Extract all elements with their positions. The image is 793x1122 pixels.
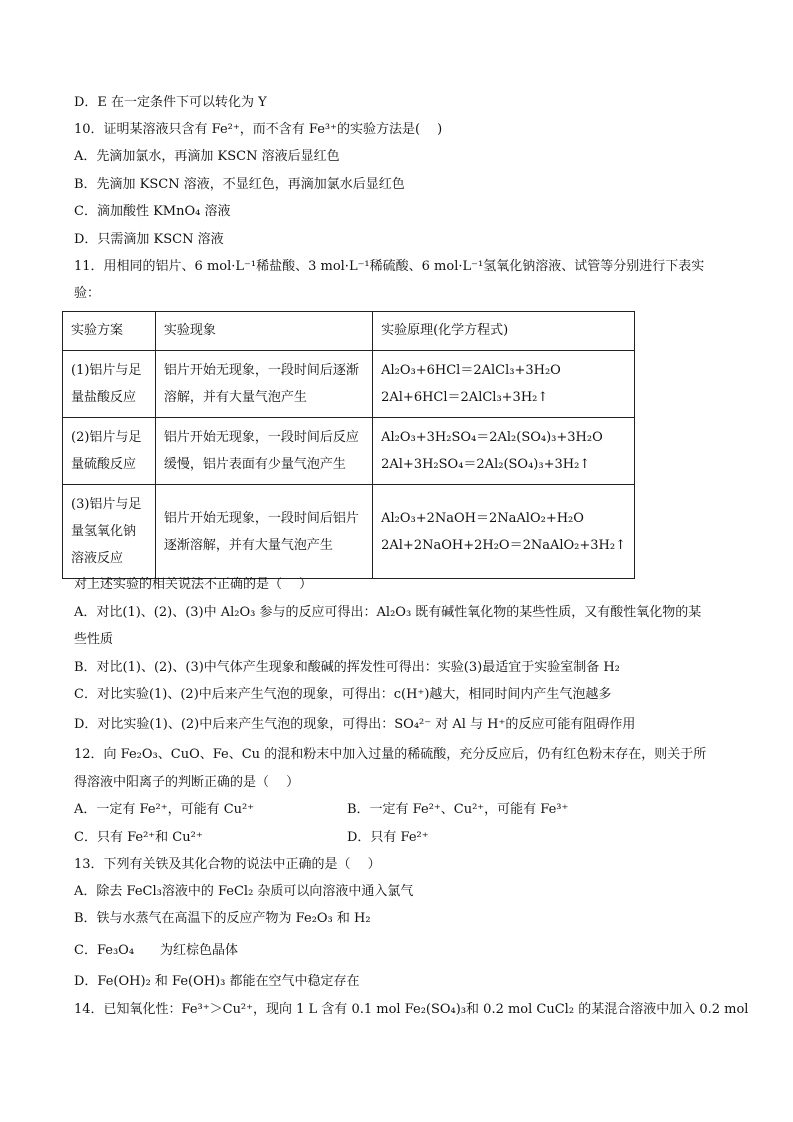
equation-1: Al₂O₃+6HCl＝2AlCl₃+3H₂O xyxy=(381,363,561,378)
question-14: 14．已知氧化性：Fe³⁺＞Cu²⁺，现向 1 L 含有 0.1 mol Fe₂(SO₄)₃和 0.2 mol CuCl₂ 的某混合溶液中加入 0.2 mol xyxy=(74,1002,749,1017)
equation-cell xyxy=(373,485,635,579)
equation-1: Al₂O₃+2NaOH＝2NaAlO₂+H₂O xyxy=(381,510,584,526)
scheme-cell: (1)铝片与足量盐酸反应 xyxy=(63,351,156,418)
phenomenon-cell: 铝片开始无现象，一段时间后反应缓慢，铝片表面有少量气泡产生 xyxy=(155,418,372,485)
table-row xyxy=(63,351,635,418)
question-12-option-c: C．只有 Fe²⁺和 Cu²⁺ xyxy=(74,830,203,845)
question-12-option-d: D．只有 Fe²⁺ xyxy=(347,830,429,845)
question-11-line-1: 11．用相同的铝片、6 mol·L⁻¹稀盐酸、3 mol·L⁻¹稀硫酸、6 mol·L⁻¹氢氧化钠溶液、试管等分别进行下表实 xyxy=(74,259,705,274)
phenomenon-cell: 铝片开始无现象，一段时间后铝片逐渐溶解，并有大量气泡产生 xyxy=(155,485,372,579)
question-10: 10．证明某溶液只含有 Fe²⁺，而不含有 Fe³⁺的实验方法是( ) xyxy=(74,122,443,137)
table-header-cell: 实验现象 xyxy=(155,312,372,351)
question-10-option-c: C．滴加酸性 KMnO₄ 溶液 xyxy=(74,204,231,219)
question-13-option-b: B．铁与水蒸气在高温下的反应产物为 Fe₂O₃ 和 H₂ xyxy=(74,911,371,926)
question-13-option-d: D．Fe(OH)₂ 和 Fe(OH)₃ 都能在空气中稳定存在 xyxy=(74,974,360,989)
question-12-option-b: B．一定有 Fe²⁺、Cu²⁺，可能有 Fe³⁺ xyxy=(347,802,569,817)
equation-cell xyxy=(373,351,635,418)
question-12-line-1: 12．向 Fe₂O₃、CuO、Fe、Cu 的混和粉末中加入过量的稀硫酸，充分反应后，仍有红色粉末存在，则关于所 xyxy=(74,747,707,762)
table-row xyxy=(63,418,635,485)
equation-2: 2Al+2NaOH+2H₂O＝2NaAlO₂+3H₂↑ xyxy=(381,537,626,553)
phenomenon-cell: 铝片开始无现象，一段时间后逐渐溶解，并有大量气泡产生 xyxy=(155,351,372,418)
question-11-option-b: B．对比(1)、(2)、(3)中气体产生现象和酸碱的挥发性可得出：实验(3)最适宜于实验室制备 H₂ xyxy=(74,660,620,675)
scheme-cell: (3)铝片与足量氢氧化钠溶液反应 xyxy=(63,485,156,579)
equation-2: 2Al+6HCl＝2AlCl₃+3H₂↑ xyxy=(381,390,549,405)
question-11-ask: 对上述实验的相关说法不正确的是（ ） xyxy=(74,577,313,592)
table-header-cell: 实验方案 xyxy=(63,312,156,351)
question-12-option-a: A．一定有 Fe²⁺，可能有 Cu²⁺ xyxy=(74,802,255,817)
question-10-option-a: A．先滴加氯水，再滴加 KSCN 溶液后显红色 xyxy=(74,149,340,164)
table-header-cell: 实验原理(化学方程式) xyxy=(373,312,635,351)
experiment-table xyxy=(62,311,635,579)
question-10-option-b: B．先滴加 KSCN 溶液，不显红色，再滴加氯水后显红色 xyxy=(74,177,405,192)
question-11-option-d: D．对比实验(1)、(2)中后来产生气泡的现象，可得出：SO₄²⁻ 对 Al 与 H⁺的反应可能有阻碍作用 xyxy=(74,717,636,732)
question-11-option-c: C．对比实验(1)、(2)中后来产生气泡的现象，可得出：c(H⁺)越大，相同时间内产生气泡越多 xyxy=(74,687,612,702)
question-10-option-d: D．只需滴加 KSCN 溶液 xyxy=(74,232,224,247)
question-11-option-a-line-1: A．对比(1)、(2)、(3)中 Al₂O₃ 参与的反应可得出：Al₂O₃ 既有碱性氧化物的某些性质，又有酸性氧化物的某 xyxy=(74,605,702,620)
question-13-option-c: C．Fe₃O₄ 为红棕色晶体 xyxy=(74,943,239,958)
equation-cell xyxy=(373,418,635,485)
question-11-option-a-line-2: 些性质 xyxy=(74,632,114,647)
question-13-option-a: A．除去 FeCl₃溶液中的 FeCl₂ 杂质可以向溶液中通入氯气 xyxy=(74,884,414,899)
table-row xyxy=(63,485,635,579)
question-12-line-2: 得溶液中阳离子的判断正确的是（ ） xyxy=(74,775,300,790)
table-header-row xyxy=(63,312,635,351)
question-13: 13．下列有关铁及其化合物的说法中正确的是（ ） xyxy=(74,857,381,872)
option-d-q9: D．E 在一定条件下可以转化为 Y xyxy=(74,95,267,110)
equation-2: 2Al+3H₂SO₄＝2Al₂(SO₄)₃+3H₂↑ xyxy=(381,457,591,472)
question-11-line-2: 验： xyxy=(74,286,101,301)
equation-1: Al₂O₃+3H₂SO₄＝2Al₂(SO₄)₃+3H₂O xyxy=(381,430,603,445)
scheme-cell: (2)铝片与足量硫酸反应 xyxy=(63,418,156,485)
